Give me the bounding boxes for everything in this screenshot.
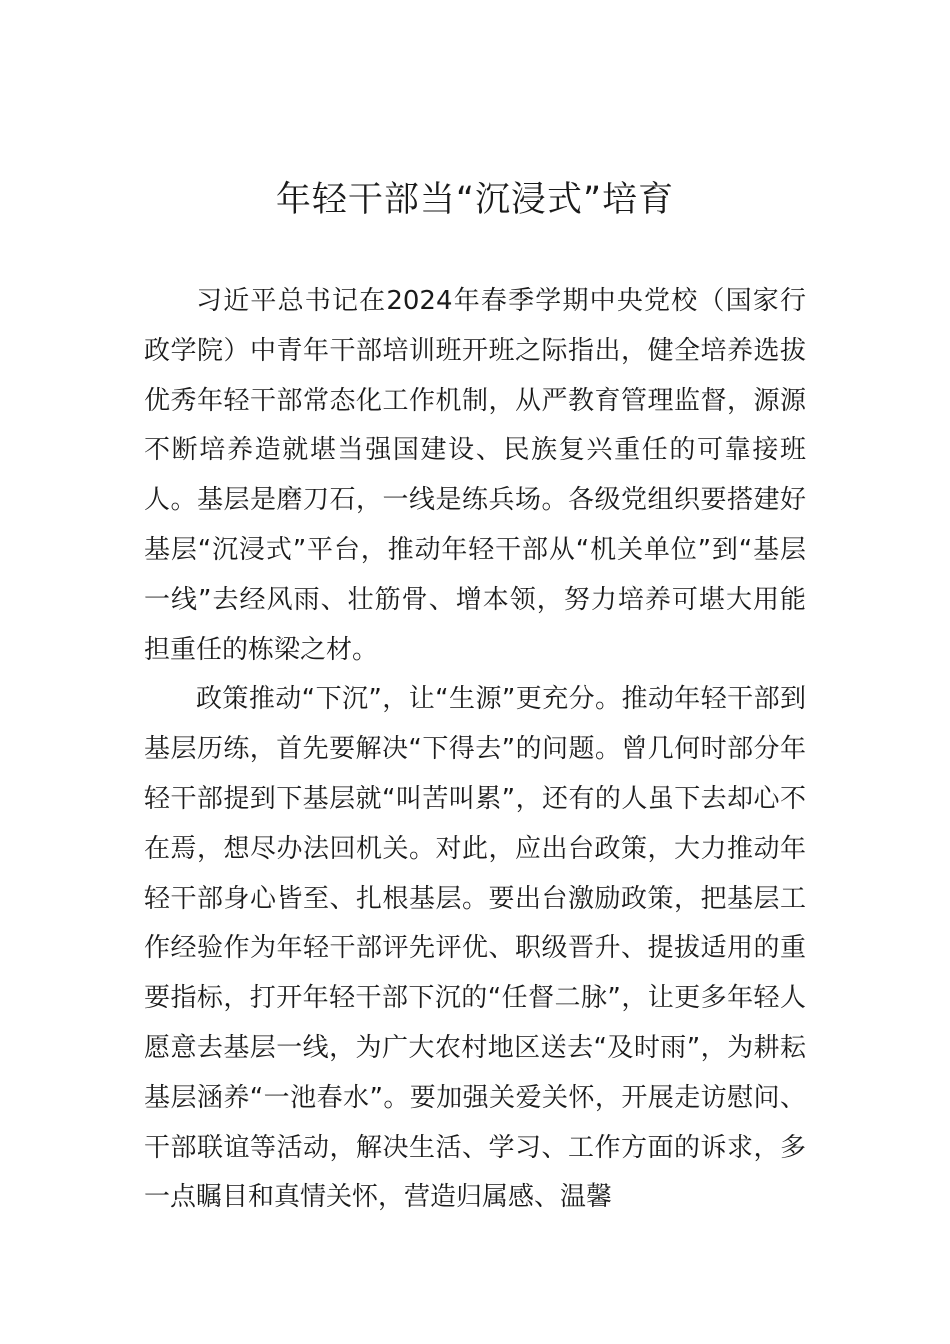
document-body: [144, 277, 806, 1223]
paragraph-intro: 习近平总书记在2024年春季学期中央党校（国家行政学院）中青年干部培训班开班之际指出，健全培养选拔优秀年轻干部常态化工作机制，从严教育管理监督，源源不断培养造就堪当强国建设、民族复兴重任的可靠接班人。基层是磨刀石，一线是练兵场。各级党组织要搭建好基层“沉浸式”平台，推动年轻干部从“机关单位”到“基层一线”去经风雨、壮筋骨、增本领，努力培养可堪大用能担重任的栋梁之材。: [144, 286, 806, 665]
paragraph-policy: 政策推动“下沉”，让“生源”更充分。推动年轻干部到基层历练，首先要解决“下得去”的问题。曾几何时部分年轻干部提到下基层就“叫苦叫累”，还有的人虽下去却心不在焉，想尽办法回机关。对此，应出台政策，大力推动年轻干部身心皆至、扎根基层。要出台激励政策，把基层工作经验作为年轻干部评先评优、职级晋升、提拔适用的重要指标，打开年轻干部下沉的“任督二脉”，让更多年轻人愿意去基层一线，为广大农村地区送去“及时雨”，为耕耘基层涵养“一池春水”。要加强关爱关怀，开展走访慰问、干部联谊等活动，解决生活、学习、工作方面的诉求，多一点瞩目和真情关怀，营造归属感、温馨: [144, 684, 806, 1213]
document-title: 年轻干部当“沉浸式”培育: [275, 180, 675, 220]
